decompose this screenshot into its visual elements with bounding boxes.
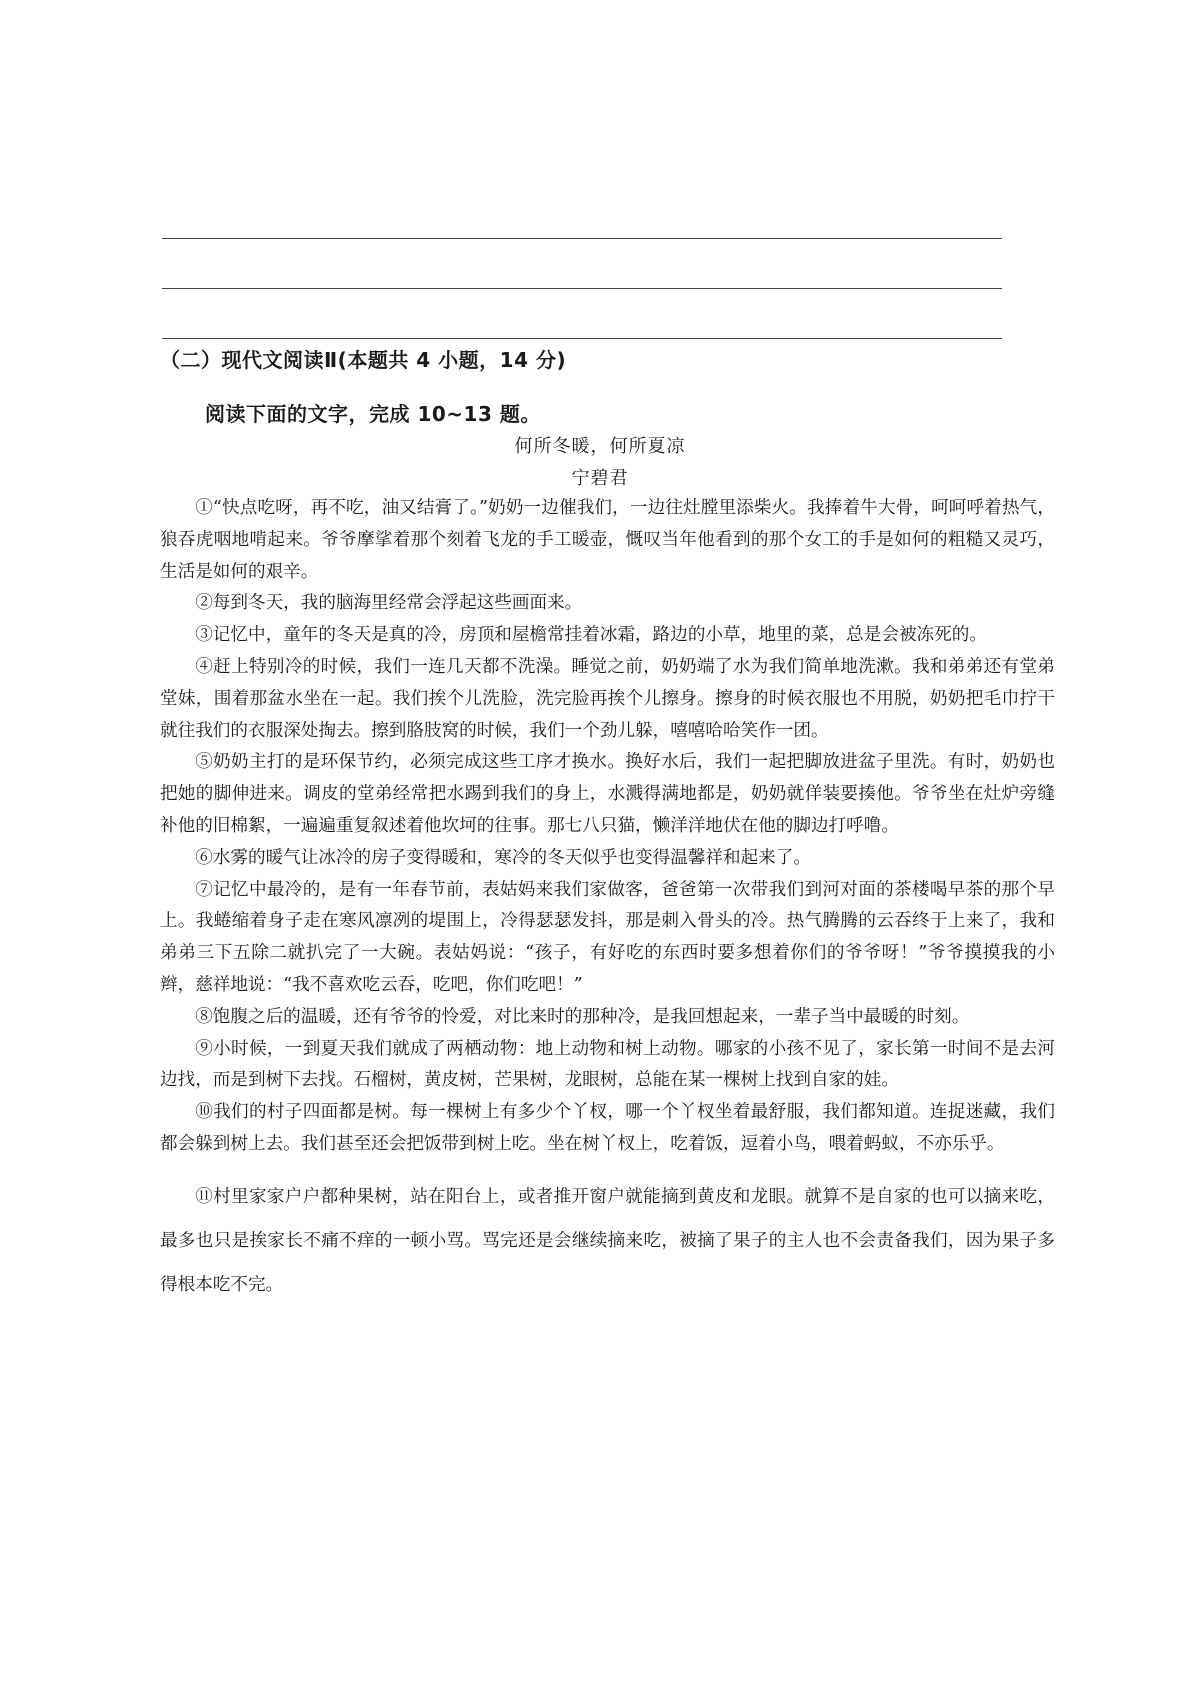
section-heading: （二）现代文阅读Ⅱ(本题共 4 小题，14 分) — [160, 348, 567, 372]
paragraph-1: ①“快点吃呀，再不吃，油又结膏了。”奶奶一边催我们，一边往灶膛里添柴火。我捧着牛大骨，呵呵呼着热气，狼吞虎咽地啃起来。爷爷摩挲着那个刻着飞龙的手工暖壶，慨叹当年他看到的那个女工的手是如何的粗糙又灵巧，生活是如何的艰辛。 — [160, 498, 1055, 582]
paragraph-5: ⑤奶奶主打的是环保节约，必须完成这些工序才换水。换好水后，我们一起把脚放进盆子里洗。有时，奶奶也把她的脚伸进来。调皮的堂弟经常把水踢到我们的身上，水溅得满地都是，奶奶就佯装要揍他。爷爷坐在灶炉旁缝补他的旧棉絮，一遍遍重复叙述着他坎坷的往事。那七八只猫，懒洋洋地伏在他的脚边打呼噜。 — [160, 752, 1055, 836]
paragraph-9: ⑨小时候，一到夏天我们就成了两栖动物：地上动物和树上动物。哪家的小孩不见了，家长第一时间不是去河边找，而是到树下去找。石榴树，黄皮树，芒果树，龙眼树，总能在某一棵树上找到自家的娃。 — [160, 1038, 1055, 1091]
paragraph-7: ⑦记忆中最冷的，是有一年春节前，表姑妈来我们家做客，爸爸第一次带我们到河对面的茶楼喝早茶的那个早上。我蜷缩着身子走在寒风凛冽的堤围上，冷得瑟瑟发抖，那是刺入骨头的冷。热气腾腾的云吞终于上来了，我和弟弟三下五除二就扒完了一大碗。表姑妈说：“孩子，有好吃的东西时要多想着你们的爷爷呀！”爷爷摸摸我的小辫，慈祥地说：“我不喜欢吃云吞，吃吧，你们吃吧！” — [160, 879, 1055, 995]
paragraph-11: ⑪村里家家户户都种果树，站在阳台上，或者推开窗户就能摘到黄皮和龙眼。就算不是自家的也可以摘来吃，最多也只是挨家长不痛不痒的一顿小骂。骂完还是会继续摘来吃，被摘了果子的主人也不会责备我们，因为果子多得根本吃不完。 — [160, 1186, 1055, 1295]
paragraph-4: ④赶上特别冷的时候，我们一连几天都不洗澡。睡觉之前，奶奶端了水为我们简单地洗漱。我和弟弟还有堂弟堂妹，围着那盆水坐在一起。我们挨个儿洗脸，洗完脸再挨个儿擦身。擦身的时候衣服也不用脱，奶奶把毛巾拧干就往我们的衣服深处掏去。擦到胳肢窝的时候，我们一个劲儿躲，嘻嘻哈哈笑作一团。 — [160, 656, 1055, 741]
paragraph-2: ②每到冬天，我的脑海里经常会浮起这些画面来。 — [195, 593, 583, 614]
article-author: 宁碧君 — [571, 468, 629, 489]
answer-line-2 — [162, 288, 1002, 289]
article-body — [160, 493, 1055, 1307]
paragraph-8: ⑧饱腹之后的温暖，还有爷爷的怜爱，对比来时的那种冷，是我回想起来，一辈子当中最暖的时刻。 — [195, 1006, 970, 1027]
paragraph-3: ③记忆中，童年的冬天是真的冷，房顶和屋檐常挂着冰霜，路边的小草，地里的菜，总是会被冻死的。 — [195, 625, 987, 646]
answer-line-3 — [162, 338, 1002, 339]
reading-instruction: 阅读下面的文字，完成 10~13 题。 — [205, 402, 541, 426]
article-title: 何所冬暖，何所夏凉 — [514, 436, 686, 457]
answer-line-1 — [162, 238, 1002, 239]
paragraph-6: ⑥水雾的暖气让冰冷的房子变得暖和，寒冷的冬天似乎也变得温馨祥和起来了。 — [195, 847, 811, 868]
paragraph-10: ⑩我们的村子四面都是树。每一棵树上有多少个丫杈，哪一个丫杈坐着最舒服，我们都知道。连捉迷藏，我们都会躲到树上去。我们甚至还会把饭带到树上吃。坐在树丫杈上，吃着饭，逗着小鸟，喂着蚂蚁，不亦乐乎。 — [160, 1102, 1055, 1154]
